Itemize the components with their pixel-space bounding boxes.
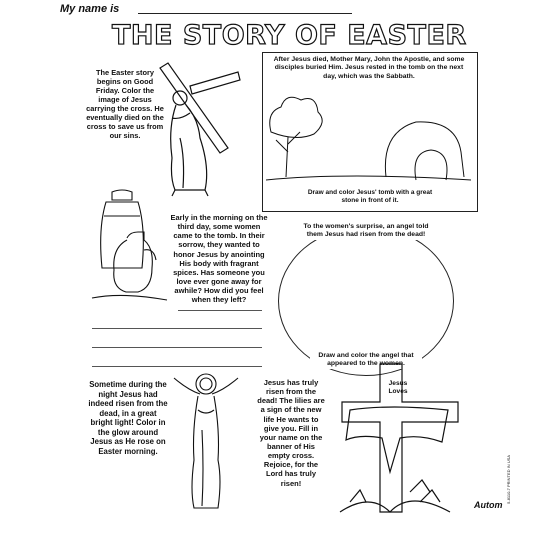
angel-story-text: To the women's surprise, an angel told them Jesus had risen from the dead! <box>300 223 432 240</box>
brand-logo: Autom <box>474 500 503 510</box>
writing-line[interactable] <box>92 328 262 329</box>
lilies-story-text: Jesus has truly risen from the dead! The lilies are a sign of the new life He wants to give you. Fill in your name on the banner of His empty cross. Rejoice, for the Lord has truly risen! <box>257 378 325 488</box>
name-label: My name is <box>60 3 120 15</box>
jesus-carrying-cross-illustration <box>150 58 245 198</box>
tomb-tree-illustration <box>266 82 471 182</box>
risen-jesus-illustration <box>168 370 244 510</box>
cross-banner-text: Jesus Loves <box>388 380 408 396</box>
product-code: 5-8110-7 PRINTED IN USA <box>506 455 511 504</box>
women-story-text: Early in the morning on the third day, some women came to the tomb. In their sorrow, they wanted to honor Jesus by anointing His body with fragrant spices. Has someone you love ever gone away for awhile? How did you feel when they left? <box>170 213 268 305</box>
good-friday-text: The Easter story begins on Good Friday. Color the image of Jesus carrying the cross. He eventually died on the cross to save us from our sins. <box>86 68 164 141</box>
risen-story-text: Sometime during the night Jesus had indeed risen from the dead, in a great bright light! Color in the glow around Jesus as He rose on Easter morning. <box>88 380 168 456</box>
writing-line[interactable] <box>92 347 262 348</box>
tomb-story-text: After Jesus died, Mother Mary, John the Apostle, and some disciples buried Him. Jesus rested in the tomb on the next day, which was the Sabbath. <box>273 56 465 80</box>
page-title: THE STORY OF EASTER <box>112 20 467 51</box>
writing-line[interactable] <box>92 366 262 367</box>
angel-instruction-text: Draw and color the angel that appeared to the women. <box>310 352 422 369</box>
spice-jars-illustration <box>82 188 172 306</box>
tomb-instruction-text: Draw and color Jesus' tomb with a great stone in front of it. <box>307 189 433 204</box>
writing-line[interactable] <box>178 310 262 311</box>
name-field[interactable] <box>138 13 352 14</box>
